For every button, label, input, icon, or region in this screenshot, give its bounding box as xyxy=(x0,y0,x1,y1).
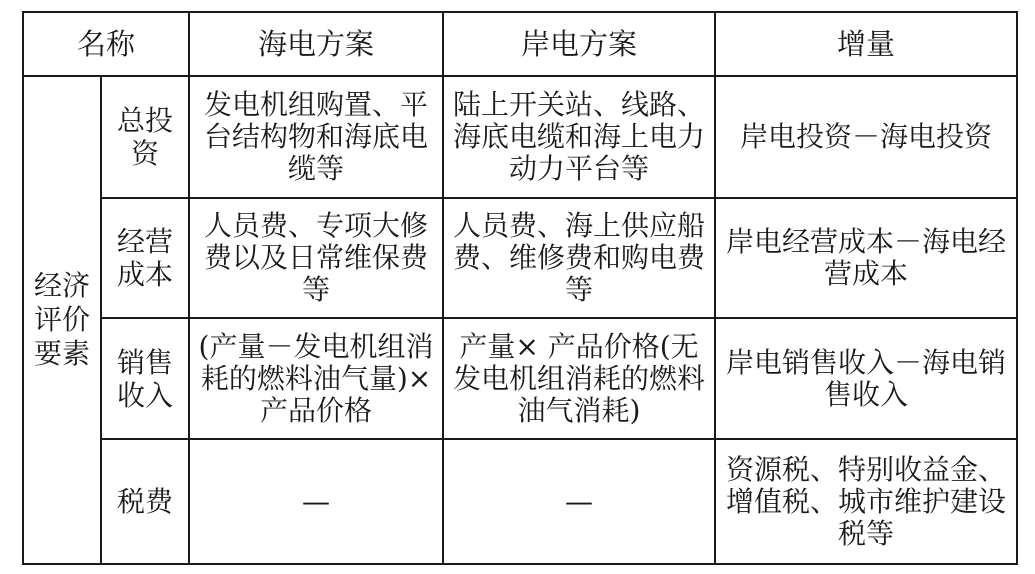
header-name: 名称 xyxy=(23,12,189,76)
cell-increment: 资源税、特别收益金、增值税、城市维护建设税等 xyxy=(715,439,1017,564)
table-header-row xyxy=(23,12,1017,76)
header-shore-power-plan: 岸电方案 xyxy=(443,12,715,76)
table-row xyxy=(23,439,1017,564)
item-operating-cost: 经营成本 xyxy=(101,198,189,318)
header-sea-power-plan: 海电方案 xyxy=(189,12,443,76)
cell-shore: 陆上开关站、线路、海底电缆和海上电力动力平台等 xyxy=(443,76,715,198)
cell-increment: 岸电经营成本－海电经营成本 xyxy=(715,198,1017,318)
cell-increment: 岸电投资－海电投资 xyxy=(715,76,1017,198)
cell-shore: — xyxy=(443,439,715,564)
table-row xyxy=(23,198,1017,318)
table-row xyxy=(23,76,1017,198)
cell-sea: (产量－发电机组消耗的燃料油气量)× 产品价格 xyxy=(189,318,443,439)
item-total-investment: 总投资 xyxy=(101,76,189,198)
cell-shore: 产量× 产品价格(无发电机组消耗的燃料油气消耗) xyxy=(443,318,715,439)
comparison-table xyxy=(22,11,1018,565)
item-taxes-fees: 税费 xyxy=(101,439,189,564)
category-cell: 经济评价要素 xyxy=(23,76,101,564)
cell-increment: 岸电销售收入－海电销售收入 xyxy=(715,318,1017,439)
item-sales-revenue: 销售收入 xyxy=(101,318,189,439)
cell-sea: 人员费、专项大修费以及日常维保费等 xyxy=(189,198,443,318)
table-row xyxy=(23,318,1017,439)
cell-sea: 发电机组购置、平台结构物和海底电缆等 xyxy=(189,76,443,198)
cell-shore: 人员费、海上供应船费、维修费和购电费等 xyxy=(443,198,715,318)
cell-sea: — xyxy=(189,439,443,564)
header-increment: 增量 xyxy=(715,12,1017,76)
